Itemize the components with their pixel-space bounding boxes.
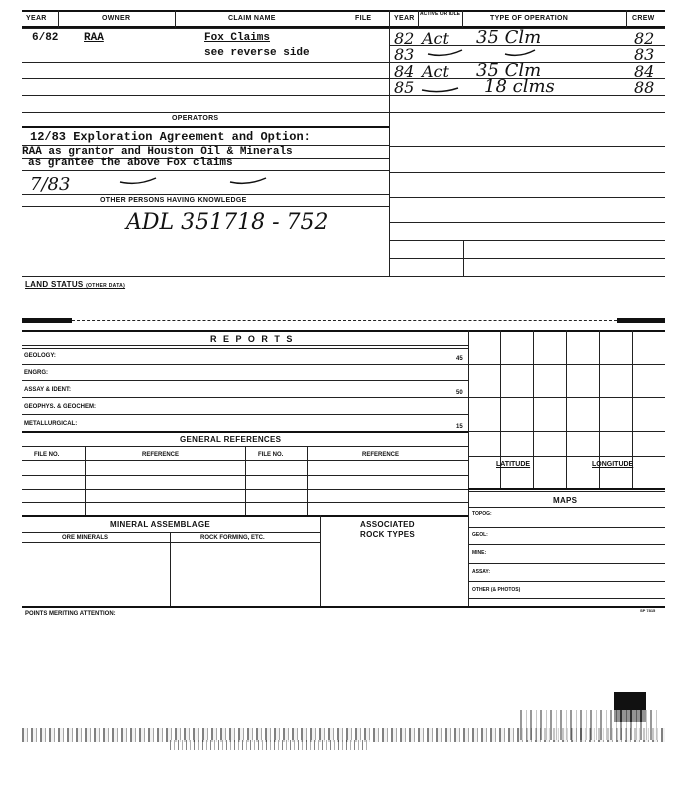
- claim-name: Fox Claims: [204, 32, 271, 44]
- owner-header: OWNER: [102, 15, 131, 22]
- report-engrg: ENGRG:: [24, 370, 48, 376]
- operators-line-2: RAA as grantor and Houston Oil & Minerals: [22, 146, 293, 158]
- associated-label: ASSOCIATED: [360, 520, 415, 529]
- ref-col-reference-1: REFERENCE: [142, 452, 180, 458]
- operators-handwritten-date: 7/83: [30, 174, 71, 195]
- active-idle-header: ACTIVE OR IDLE: [420, 11, 461, 17]
- op-year-1: 82: [394, 29, 415, 48]
- other-persons-handwritten: ADL 351718 - 752: [126, 210, 329, 235]
- map-mine: MINE:: [472, 550, 487, 556]
- latitude-label: LATITUDE: [496, 461, 531, 468]
- op-crew-1: 82: [634, 29, 655, 48]
- other-persons-title: OTHER PERSONS HAVING KNOWLEDGE: [100, 197, 247, 204]
- report-geophys: GEOPHYS. & GEOCHEM:: [24, 404, 97, 410]
- report-metallurgical: METALLURGICAL:: [24, 421, 78, 427]
- report-assay: ASSAY & IDENT:: [24, 387, 72, 393]
- scan-noise-band-2: [170, 740, 370, 750]
- op-active-1: Act: [422, 29, 449, 48]
- op-type-3: 35 Clm: [476, 60, 542, 81]
- claim-owner: RAA: [84, 32, 104, 44]
- op-active-3: Act: [422, 62, 449, 81]
- year-header: YEAR: [26, 15, 47, 22]
- operators-ditto: [0, 0, 400, 200]
- type-of-operation-header: TYPE OF OPERATION: [490, 15, 569, 22]
- operators-line-1: 12/83 Exploration Agreement and Option:: [30, 130, 311, 144]
- scan-noise-band-3: [520, 710, 660, 740]
- report-geology-num: 45: [456, 356, 463, 362]
- claim-note: see reverse side: [204, 47, 310, 59]
- map-other: OTHER (& PHOTOS): [472, 587, 521, 593]
- reports-title: R E P O R T S: [210, 334, 295, 344]
- form-number: SP 7815: [640, 608, 656, 613]
- general-references-title: GENERAL REFERENCES: [180, 435, 282, 444]
- map-topog: TOPOG:: [472, 511, 492, 517]
- rock-forming-header: ROCK FORMING, ETC.: [200, 535, 265, 541]
- claim-year: 6/82: [32, 32, 59, 44]
- year2-header: YEAR: [394, 15, 415, 22]
- ref-col-file-2: FILE NO.: [258, 452, 284, 458]
- report-geology: GEOLOGY:: [24, 353, 56, 359]
- mineral-title: MINERAL ASSEMBLAGE: [110, 520, 211, 529]
- map-geol: GEOL:: [472, 532, 488, 538]
- report-assay-num: 50: [456, 390, 463, 396]
- claim-name-header: CLAIM NAME: [228, 15, 276, 22]
- crew-header: CREW: [632, 15, 655, 22]
- operators-title: OPERATORS: [172, 115, 219, 122]
- op-type-1: 35 Clm: [476, 27, 542, 48]
- rock-types-label: ROCK TYPES: [360, 530, 416, 539]
- file-header: FILE: [355, 15, 372, 22]
- ref-col-reference-2: REFERENCE: [362, 452, 400, 458]
- map-assay: ASSAY:: [472, 569, 491, 575]
- op-year-3: 84: [394, 62, 415, 81]
- maps-title: MAPS: [553, 496, 578, 505]
- ref-col-file-1: FILE NO.: [34, 452, 60, 458]
- ore-minerals-header: ORE MINERALS: [62, 535, 109, 541]
- op-year-2: 83: [394, 45, 415, 64]
- op-crew-4: 88: [634, 78, 655, 97]
- land-status-label: LAND STATUS (OTHER DATA): [25, 280, 126, 289]
- op-crew-2: 83: [634, 45, 655, 64]
- scan-mark-right: [617, 318, 665, 323]
- longitude-label: LONGITUDE: [592, 461, 634, 468]
- report-metallurgical-num: 15: [456, 424, 463, 430]
- scan-mark-left: [22, 318, 72, 323]
- operators-line-3: as grantee the above Fox claims: [28, 157, 233, 169]
- op-type-4: 18 clms: [484, 76, 555, 97]
- points-meriting-attention: POINTS MERITING ATTENTION:: [25, 611, 116, 617]
- op-year-4: 85: [394, 78, 415, 97]
- op-crew-3: 84: [634, 62, 655, 81]
